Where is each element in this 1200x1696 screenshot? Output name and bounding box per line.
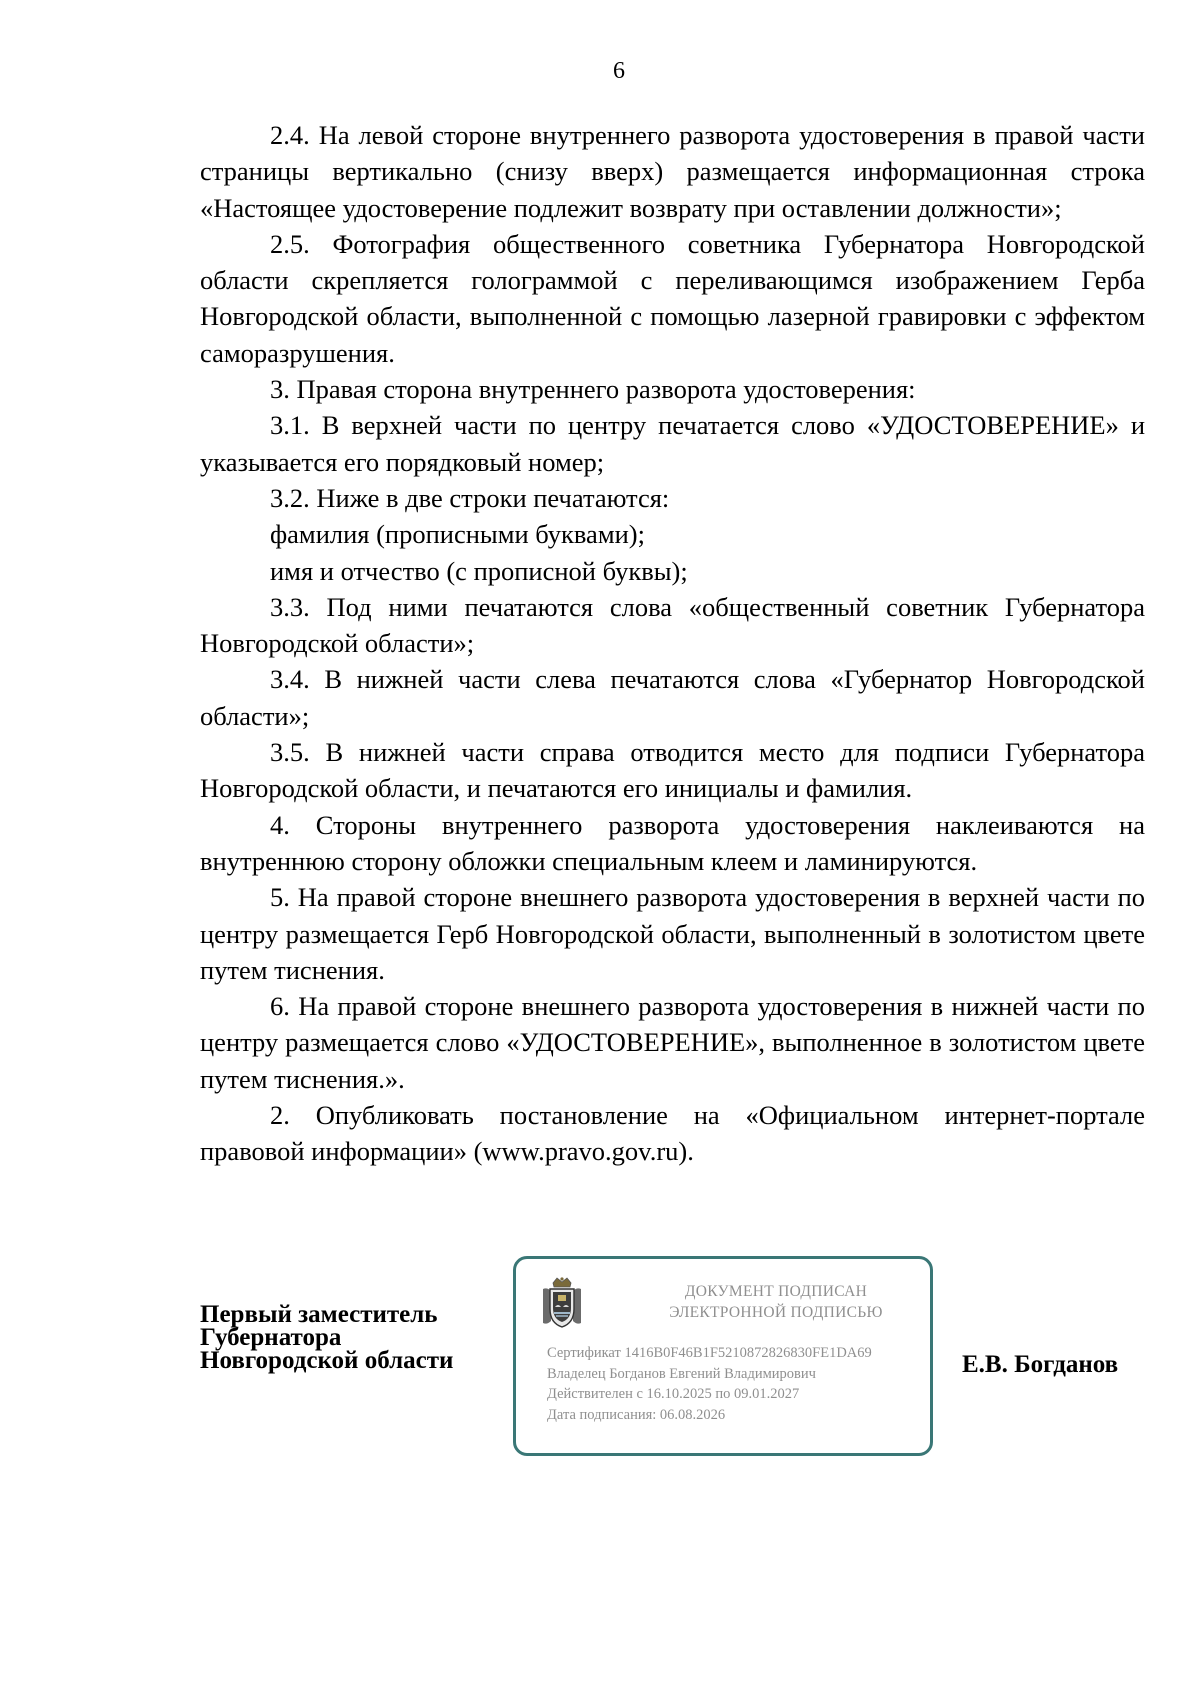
paragraph-3: 3. Правая сторона внутреннего разворота удостоверения: — [270, 374, 916, 405]
certificate-number: Сертификат 1416B0F46B1F5210872826830FE1DA69 — [547, 1345, 872, 1361]
signatory-title-line: Первый заместитель — [200, 1301, 438, 1328]
paragraph-3-5: 3.5. В нижней части справа отводится место для подписи Губернатора Новгородской области, и печатаются его инициалы и фамилия. — [200, 737, 1145, 804]
signatory-title-line: Губернатора — [200, 1324, 342, 1351]
electronic-signature-stamp — [513, 1256, 933, 1456]
paragraph-3-3: 3.3. Под ними печатаются слова «общественный советник Губернатора Новгородской области»; — [200, 591, 1145, 659]
paragraph-2-4: 2.4. На левой стороне внутреннего разворота удостоверения в правой части страницы вертикально (снизу вверх) размещается информационная строка «Настоящее удостоверение подлежит возврату при оставлении должности»; — [200, 120, 1145, 223]
stamp-header-line: ЭЛЕКТРОННОЙ ПОДПИСЬЮ — [669, 1304, 883, 1321]
paragraph-2-5: 2.5. Фотография общественного советника Губернатора Новгородской области скрепляется голограммой с переливающимся изображением Герба Новгородской области, выполненной с помощью лазерной гравировки с эффектом саморазрушения. — [200, 228, 1145, 368]
certificate-validity: Действителен с 16.10.2025 по 09.01.2027 — [547, 1386, 800, 1402]
signatory-name: Е.В. Богданов — [962, 1351, 1119, 1378]
paragraph-name: имя и отчество (с прописной буквы); — [270, 555, 688, 586]
stamp-details — [547, 1343, 872, 1425]
paragraph-6: 6. На правой стороне внешнего разворота удостоверения в нижней части по центру размещается слово «УДОСТОВЕРЕНИЕ», выполненное в золотистом цвете путем тиснения.». — [200, 991, 1145, 1094]
paragraph-3-2: 3.2. Ниже в две строки печатаются: — [270, 482, 670, 513]
coat-of-arms-icon — [541, 1277, 583, 1329]
paragraph-5: 5. На правой стороне внешнего разворота удостоверения в верхней части по центру размещается Герб Новгородской области, выполненный в золотистом цвете путем тиснения. — [200, 882, 1145, 985]
paragraph-4: 4. Стороны внутреннего разворота удостоверения наклеиваются на внутреннюю сторону обложки специальным клеем и ламинируются. — [200, 809, 1145, 876]
paragraph-surname: фамилия (прописными буквами); — [270, 519, 645, 550]
document-body — [200, 117, 1145, 1170]
paragraph-3-1: 3.1. В верхней части по центру печатается слово «УДОСТОВЕРЕНИЕ» и указывается его порядковый номер; — [200, 410, 1145, 477]
stamp-header — [626, 1281, 926, 1323]
stamp-header-line: ДОКУМЕНТ ПОДПИСАН — [684, 1283, 868, 1300]
signatory-title — [200, 1303, 453, 1372]
signing-date: Дата подписания: 06.08.2026 — [547, 1406, 726, 1423]
signatory-title-line: Новгородской области — [200, 1347, 454, 1374]
paragraph-publish: 2. Опубликовать постановление на «Официальном интернет-портале правовой информации» (www.pravo.gov.ru). — [200, 1100, 1145, 1167]
certificate-owner: Владелец Богданов Евгений Владимирович — [547, 1365, 816, 1382]
page-number: 6 — [613, 58, 625, 84]
paragraph-3-4: 3.4. В нижней части слева печатаются слова «Губернатор Новгородской области»; — [200, 664, 1145, 731]
